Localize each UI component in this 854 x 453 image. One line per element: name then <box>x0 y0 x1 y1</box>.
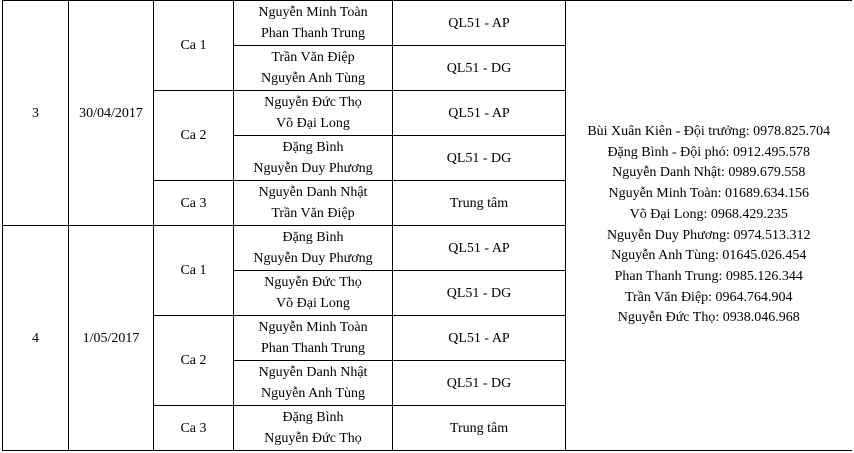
team-member-name: Phan Thanh Trung <box>261 341 365 356</box>
team-member-name: Phan Thanh Trung <box>261 26 365 41</box>
team-cell <box>234 361 393 406</box>
route-cell <box>393 406 566 451</box>
shift-label: Ca 1 <box>180 263 207 278</box>
route-label: QL51 - AP <box>448 330 510 346</box>
route-cell <box>393 1 566 46</box>
day-number-cell <box>3 226 69 451</box>
contact-line: Nguyễn Minh Toàn: 01689.634.156 <box>608 186 810 202</box>
team-member-name: Nguyễn Đức Thọ <box>264 95 362 110</box>
day-number-cell <box>3 1 69 226</box>
contact-line: Phan Thanh Trung: 0985.126.344 <box>614 268 803 284</box>
shift-cell <box>154 406 234 451</box>
team-member-name: Đặng Bình <box>282 230 344 245</box>
roster-body <box>3 1 852 451</box>
shift-label: Ca 2 <box>180 353 207 368</box>
team-member-name: Võ Đại Long <box>276 296 350 311</box>
shift-cell <box>154 316 234 406</box>
route-label: QL51 - AP <box>448 105 510 121</box>
shift-cell <box>154 91 234 181</box>
team-member-name: Đặng Bình <box>282 410 344 425</box>
date: 30/04/2017 <box>79 105 143 121</box>
day-number: 3 <box>32 105 39 121</box>
team-member-name: Trần Văn Điệp <box>271 206 355 221</box>
shift-label: Ca 3 <box>180 420 207 436</box>
team-member-name: Nguyễn Minh Toàn <box>258 320 368 335</box>
team-member-name: Nguyễn Đức Thọ <box>264 275 362 290</box>
team-cell <box>234 181 393 226</box>
contact-line: Nguyễn Danh Nhật: 0989.679.558 <box>612 165 806 181</box>
contact-line: Nguyễn Đức Thọ: 0938.046.968 <box>617 310 800 326</box>
route-cell <box>393 316 566 361</box>
route-label: QL51 - AP <box>448 15 510 31</box>
route-label: Trung tâm <box>449 195 509 211</box>
team-cell <box>234 1 393 46</box>
route-label: QL51 - AP <box>448 240 510 256</box>
shift-label: Ca 2 <box>180 128 207 143</box>
team-cell <box>234 46 393 91</box>
shift-cell <box>154 181 234 226</box>
route-cell <box>393 271 566 316</box>
route-cell <box>393 136 566 181</box>
team-member-name: Nguyễn Danh Nhật <box>258 365 368 380</box>
team-member-name: Trần Văn Điệp <box>271 50 355 65</box>
team-cell <box>234 316 393 361</box>
route-label: QL51 - DG <box>446 150 512 166</box>
day-number: 4 <box>32 330 39 346</box>
team-member-name: Nguyễn Danh Nhật <box>258 185 368 200</box>
team-member-name: Nguyễn Đức Thọ <box>264 431 362 446</box>
team-member-name: Nguyễn Minh Toàn <box>258 5 368 20</box>
route-label: QL51 - DG <box>446 285 512 301</box>
table-row <box>3 1 852 46</box>
shift-label: Ca 3 <box>180 195 207 211</box>
date: 1/05/2017 <box>82 330 140 346</box>
route-cell <box>393 46 566 91</box>
team-member-name: Đặng Bình <box>282 140 344 155</box>
team-member-name: Nguyễn Duy Phương <box>253 161 373 176</box>
team-cell <box>234 271 393 316</box>
shift-label: Ca 1 <box>180 38 207 53</box>
date-cell <box>69 1 154 226</box>
contact-line: Nguyễn Anh Tùng: 01645.026.454 <box>611 248 807 264</box>
team-member-name: Nguyễn Anh Tùng <box>261 386 365 401</box>
contacts-cell <box>566 1 852 451</box>
team-cell <box>234 226 393 271</box>
team-member-name: Võ Đại Long <box>276 116 350 131</box>
route-cell <box>393 226 566 271</box>
contact-line: Đặng Bình - Đội phó: 0912.495.578 <box>607 144 811 160</box>
route-cell <box>393 91 566 136</box>
team-member-name: Nguyễn Anh Tùng <box>261 71 365 86</box>
team-member-name: Nguyễn Duy Phương <box>253 251 373 266</box>
date-cell <box>69 226 154 451</box>
contact-line: Bùi Xuân Kiên - Đội trưởng: 0978.825.704 <box>587 123 831 139</box>
contact-line: Võ Đại Long: 0968.429.235 <box>629 206 788 222</box>
contact-line: Trần Văn Điệp: 0964.764.904 <box>624 289 793 305</box>
route-cell <box>393 181 566 226</box>
route-cell <box>393 361 566 406</box>
shift-cell <box>154 1 234 91</box>
contact-line: Nguyễn Duy Phương: 0974.513.312 <box>606 227 811 243</box>
route-label: QL51 - DG <box>446 60 512 76</box>
shift-cell <box>154 226 234 316</box>
route-label: Trung tâm <box>449 420 509 436</box>
team-cell <box>234 91 393 136</box>
route-label: QL51 - DG <box>446 375 512 391</box>
duty-roster-table <box>2 0 852 451</box>
team-cell <box>234 136 393 181</box>
team-cell <box>234 406 393 451</box>
